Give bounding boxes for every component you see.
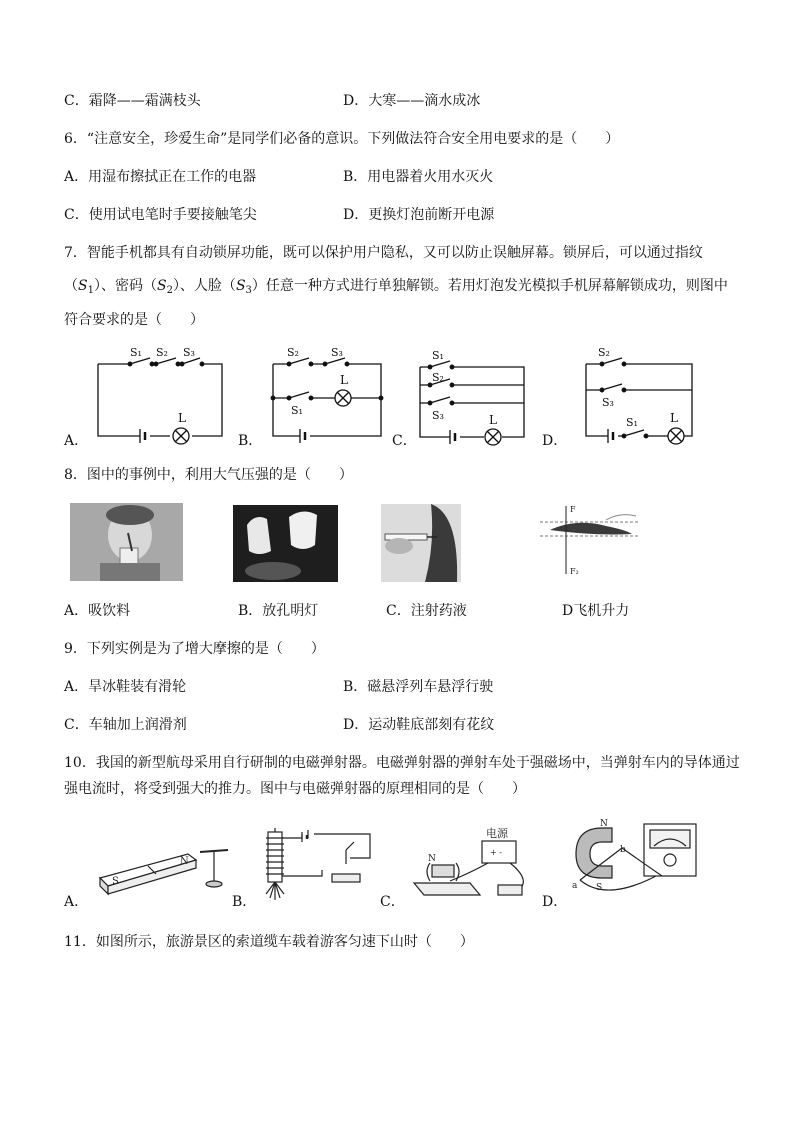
circuit-d-s2: S₂ xyxy=(598,346,610,359)
photo-drinking-straw xyxy=(70,503,183,581)
photo-kongming-lantern xyxy=(233,505,338,582)
motor-circuit xyxy=(410,823,540,903)
circuit-d-s3: S₃ xyxy=(602,396,614,409)
q9-option-b: B．磁悬浮列车悬浮行驶 xyxy=(343,679,494,695)
q9-stem: 9．下列实例是为了增大摩擦的是（ ） xyxy=(64,641,325,657)
circuit-a-s2: S₂ xyxy=(156,346,168,359)
circuit-a-s3: S₃ xyxy=(183,346,195,359)
q5-option-d: D．大寒——滴水成冰 xyxy=(343,93,481,109)
q9-option-d: D．运动鞋底部刻有花纹 xyxy=(343,717,495,733)
motor-n-label: N xyxy=(428,854,436,864)
q7-stem-line2: $(S_1)$、密码$(S_2)$、人脸$(S_3)$任意一种方式进行单独解锁。若用灯泡发光模拟手机屏幕解锁成功，则图中 xyxy=(64,278,728,296)
circuit-c-s3: S₃ xyxy=(432,409,444,422)
circuit-c-lamp: L xyxy=(489,413,497,427)
airplane-wing-diagram xyxy=(536,500,646,580)
q6-option-b: B．用电器着火用水灭火 xyxy=(343,169,494,185)
generator-galvanometer xyxy=(566,818,706,904)
wire-b-label: b xyxy=(620,845,626,855)
q10-label-a: A． xyxy=(64,894,89,910)
generator-n-label: N xyxy=(600,819,608,829)
circuit-b-lamp: L xyxy=(340,373,348,387)
power-source-label: 电源 xyxy=(486,827,508,840)
magnet-n-label: N xyxy=(180,856,189,867)
q7-stem-line1: 7．智能手机都具有自动锁屏功能，既可以保护用户隐私，又可以防止误触屏幕。锁屏后，可以通过指纹 xyxy=(64,245,703,261)
circuit-c xyxy=(412,345,542,450)
circuit-b-s2: S₂ xyxy=(287,346,299,359)
electromagnet xyxy=(262,828,382,908)
svg-text:+ -: + - xyxy=(490,848,502,857)
circuit-d-s1: S₁ xyxy=(626,416,638,429)
q7-label-b: B． xyxy=(238,433,263,449)
circuit-c-s1: S₁ xyxy=(432,349,444,362)
q6-option-a: A．用湿布擦拭正在工作的电器 xyxy=(64,169,257,185)
circuit-b xyxy=(265,340,395,450)
q7-stem-line3: 符合要求的是（ ） xyxy=(64,312,204,328)
q10-label-c: C． xyxy=(380,894,405,910)
q10-label-d: D． xyxy=(542,894,568,910)
q6-stem: 6．“注意安全，珍爱生命”是同学们必备的意识。下列做法符合安全用电要求的是（ ） xyxy=(64,131,620,147)
circuit-c-s2: S₂ xyxy=(432,371,444,384)
wing-force-up: F xyxy=(570,505,576,514)
q7-label-c: C． xyxy=(392,433,417,449)
circuit-a-s1: S₁ xyxy=(130,346,142,359)
q10-label-b: B． xyxy=(232,894,257,910)
q7-label-d: D． xyxy=(542,433,568,449)
injection-illustration xyxy=(381,504,461,582)
lantern-illustration xyxy=(233,505,338,582)
circuit-a-lamp: L xyxy=(178,411,186,425)
drinking-boy-illustration xyxy=(70,503,183,581)
wing-force-down: F₂ xyxy=(570,567,579,576)
q6-option-c: C．使用试电笔时手要接触笔尖 xyxy=(64,207,257,223)
photo-injection xyxy=(381,504,461,582)
q8-option-c: C．注射药液 xyxy=(386,603,467,619)
q9-option-c: C．车轴加上润滑剂 xyxy=(64,717,187,733)
circuit-b-s1: S₁ xyxy=(291,404,303,417)
q8-stem: 8．图中的事例中，利用大气压强的是（ ） xyxy=(64,467,353,483)
q5-option-c: C．霜降——霜满枝头 xyxy=(64,93,201,109)
magnet-s-label: S xyxy=(112,876,119,887)
circuit-d xyxy=(570,340,700,450)
q8-option-b: B．放孔明灯 xyxy=(238,603,319,619)
q6-option-d: D．更换灯泡前断开电源 xyxy=(343,207,495,223)
circuit-b-s3: S₃ xyxy=(331,346,343,359)
q7-label-a: A． xyxy=(64,433,89,449)
circuit-a xyxy=(90,340,230,450)
q8-option-a: A．吸饮料 xyxy=(64,603,131,619)
q8-option-d: D飞机升力 xyxy=(562,603,630,619)
q9-option-a: A．旱冰鞋装有滑轮 xyxy=(64,679,187,695)
q10-stem-line2: 强电流时，将受到强大的推力。图中与电磁弹射器的原理相同的是（ ） xyxy=(64,781,526,797)
generator-s-label: S xyxy=(596,883,603,893)
wire-a-label: a xyxy=(572,881,578,891)
circuit-d-lamp: L xyxy=(670,411,678,425)
q11-stem: 11．如图所示，旅游景区的索道缆车载着游客匀速下山时（ ） xyxy=(64,934,474,950)
bar-magnet-compass xyxy=(96,838,236,898)
q10-stem-line1: 10．我国的新型航母采用自行研制的电磁弹射器。电磁弹射器的弹射车处于强磁场中，当弹射车内的导体通过 xyxy=(64,755,740,771)
